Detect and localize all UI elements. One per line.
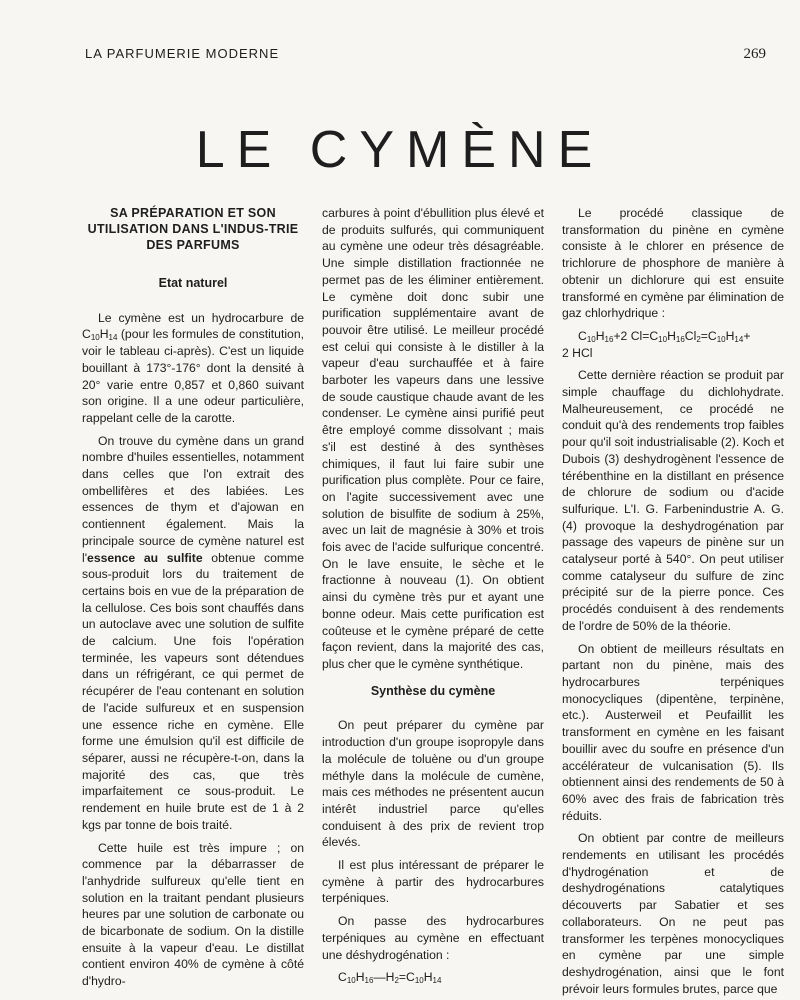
chemical-formula: $C_{10}H_{16}+2$ $Cl=C_{10}H_{16}Cl_2=C_{10}H_{14}+$ 2 HCl [562, 328, 751, 360]
column-1 [82, 205, 304, 989]
column-2 [322, 205, 544, 986]
bold-term: essence au sulfite [87, 550, 203, 565]
paragraph: Le procédé classique de transformation du pinène en cymène consiste à le chlorer en présence de trichlorure de phosphore de manière à obtenir un dichlorure qui est ensuite transformé en cymène par élimination de gaz chlorhydrique : [562, 206, 784, 321]
paragraph: Cette dernière réaction se produit par simple chauffage du dichlohydrate. Malheureusement, ce procédé ne conduit qu'à des rendements trop faibles pour qu'il soit industrialisable (2). Koch et Dubois (3) deshydrogènent l'essence de térébenthine en la distillant en présence de chlorure de sodium ou d'acide sulfurique. L'I. G. Farbenindustrie A. G. (4) provoque la deshydrogénation par passage des vapeurs de pinène sur un catalyseur porté à 540°. On peut utiliser comme catalyseur du sulfure de zinc précipité sur de la pierre ponce. Ces procédés conduisent à des rendements de l'ordre de 50% de la théorie. [562, 368, 784, 633]
paragraph: Il est plus intéressant de préparer le cymène à partir des hydrocarbures terpéniques. [322, 858, 544, 906]
paragraph: On obtient par contre de meilleurs rendements en utilisant les procédés d'hydrogénation et de deshydrogénations catalytiques découverts par Sabatier et ses collaborateurs. On ne peut pas transformer les terpènes monocycliques en cymène par une simple deshydrogénation, ainsi que le font prévoir leurs formules brutes, parce que [562, 831, 784, 996]
paragraph: On peut préparer du cymène par introduction d'un groupe isopropyle dans la molécule de toluène ou d'un groupe méthyle dans la molécule de cumène, mais ces méthodes ne présentent aucun intérêt industriel parce qu'elles conduisent à des prix de revient trop élevés. [322, 718, 544, 850]
column-3 [562, 205, 784, 996]
journal-name: LA PARFUMERIE MODERNE [85, 46, 280, 61]
paragraph: Le cymène est un hydrocarbure de $C_{10}H_{14}$ (pour les formules de constitution, voir le tableau ci-après). C'est un liquide bouillant à 173°-176° dont la densité à 20° varie entre 0,857 et 0,860 suivant son origine. Il a une odeur particulière, rappelant celle de la carotte. [82, 310, 304, 425]
text-run: (pour les formules de constitution, voir le tableau ci-après). C'est un liquide bouillant à 173°-176° dont la densité à 20° varie entre 0,857 et 0,860 suivant son origine. Il a une odeur particulière, rappelant celle de la carotte. [82, 327, 304, 425]
paragraph: Cette huile est très impure ; on commence par la débarrasser de l'anhydride sulfureux qu'elle tient en solution en la traitant pendant plusieurs heures par une solution de carbonate ou de bicarbonate de sodium. On la distille ensuite à la vapeur d'eau. Le distillat contient environ 40% de cymène à côté d'hydro- [82, 840, 304, 989]
paragraph [82, 433, 304, 834]
subheading-etat-naturel: Etat naturel [158, 276, 228, 290]
paragraph: carbures à point d'ébullition plus élevé et de produits sulfurés, qui communiquent au cymène une odeur très désagréable. Une simple distillation fractionnée ne permet pas de les éliminer entièrement. Le cymène doit donc subir une purification supplémentaire avant de pouvoir être utilisé. Le meilleur procédé est celui qui consiste à le distiller à la vapeur d'eau surchauffée et à faire barboter les vapeurs dans une lessive de soude caustique chaude avant de les condenser. Le cymène ainsi purifié peut être employé comme dissolvant ; mais s'il est destiné à des synthèses chimiques, il faut lui faire subir une purification plus complète. Pour ce faire, on l'agite successivement avec une solution de bisulfite de sodium à 25%, avec un lait de magnésie à 30% et trois fois avec de l'acide sulfurique concentré. On le lave ensuite, le sèche et le fractionne à nouveau (1). On obtient ainsi du cymène très pur et ayant une bonne odeur. Mais cette purification est coûteuse et le cymène préparé de cette façon revient, dans la majorité des cas, plus cher que le cymène synthétique. [322, 206, 544, 671]
paragraph: On passe des hydrocarbures terpéniques au cymène en effectuant une déshydrogénation : [322, 914, 544, 962]
chemical-formula: $C_{10}H_{16}—H_2=C_{10}H_{14}$ [338, 970, 442, 986]
text-run: On trouve du cymène dans un grand nombre d'huiles essentielles, notamment dans celles que l'on extrait des ombellifères et des labiées. Les essences de thym et d'ajowan en contiennent également. Mais la principale source de cymène naturel est l' [82, 433, 304, 565]
page-number: 269 [743, 46, 766, 62]
section-heading: SA PRÉPARATION ET SON UTILISATION DANS L'INDUS-TRIE DES PARFUMS [87, 206, 299, 252]
text-run: Le cymène est un hydrocarbure de C [82, 310, 304, 342]
paragraph: On obtient de meilleurs résultats en partant non du pinène, mais des hydrocarbures terpéniques monocycliques (dipentène, terpinène, etc.). Austerweil et Peufaillit les transforment en cymène en les faisant bouillir avec du soufre en présence d'un accélérateur de vulcanisation (5). Ils obtiennent ainsi des rendements de 50 à 60% avec des frais de fabrication très réduits. [562, 641, 784, 823]
subheading-synthese: Synthèse du cymène [370, 683, 496, 698]
article-title: LE CYMÈNE [195, 121, 605, 179]
running-header [85, 46, 766, 63]
text-run: obtenue comme sous-produit lors du traitement de certains bois en vue de la préparation de la cellulose. Ces bois sont chauffés dans un autoclave avec une solution de sulfite de calcium. Une fois l'opération terminée, les vapeurs sont détendues dans un réfrigérant, ce qui permet de récupérer de l'eau contenant en solution de l'acide sulfureux et en suspension une essence riche en cymène. Elle forme une émulsion qu'il est difficile de séparer, aussi ne récupère-t-on, dans la majorité des cas, que très imparfaitement ce sous-produit. Le rendement en huile brute est de 1 à 2 kgs par tonne de bois traité. [82, 550, 304, 832]
article-body [82, 205, 784, 996]
